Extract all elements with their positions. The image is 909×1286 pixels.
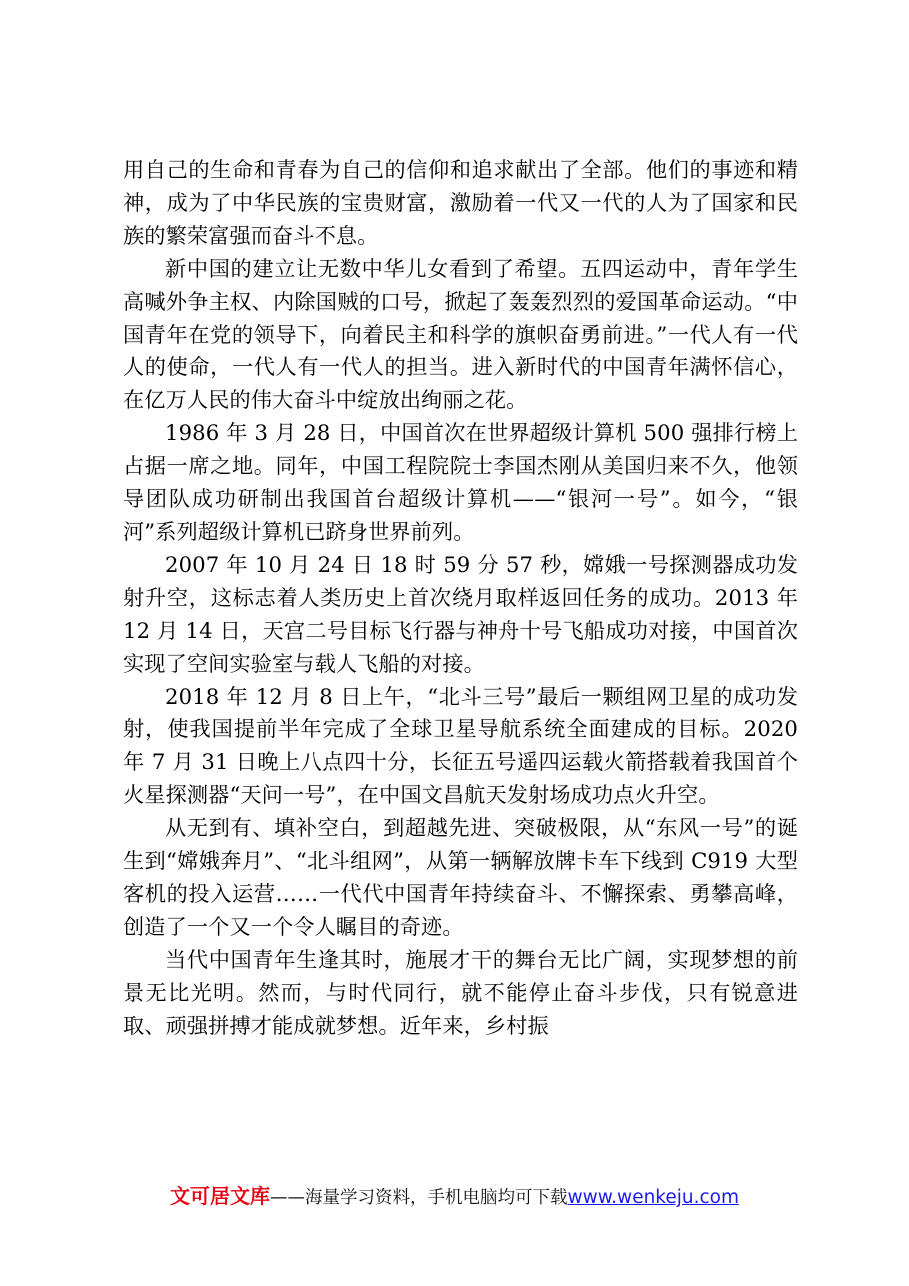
page-footer [0, 1183, 909, 1211]
paragraph-7: 当代中国青年生逢其时，施展才干的舞台无比广阔，实现梦想的前景无比光明。然而，与时代同行，就不能停止奋斗步伐，只有锐意进取、顽强拼搏才能成就梦想。近年来，乡村振 [123, 946, 798, 1038]
paragraph-2: 新中国的建立让无数中华儿女看到了希望。五四运动中，青年学生高喊外争主权、内除国贼的口号，掀起了轰轰烈烈的爱国革命运动。“中国青年在党的领导下，向着民主和科学的旗帜奋勇前进。”一代人有一代人的使命，一代人有一代人的担当。进入新时代的中国青年满怀信心，在亿万人民的伟大奋斗中绽放出绚丽之花。 [123, 255, 798, 413]
paragraph-5: 2018 年 12 月 8 日上午，“北斗三号”最后一颗组网卫星的成功发射，使我国提前半年完成了全球卫星导航系统全面建成的目标。2020 年 7 月 31 日晚上八点四十分，长征五号遥四运载火箭搭载着我国首个火星探测器“天问一号”，在中国文昌航天发射场成功点火升空。 [123, 683, 798, 808]
document-body [123, 154, 798, 1042]
paragraph-4: 2007 年 10 月 24 日 18 时 59 分 57 秒，嫦娥一号探测器成功发射升空，这标志着人类历史上首次绕月取样返回任务的成功。2013 年 12 月 14 日，天宫二号目标飞行器与神舟十号飞船成功对接，中国首次实现了空间实验室与载人飞船的对接。 [123, 551, 798, 676]
footer-tagline: ——海量学习资料，手机电脑均可下载 [269, 1188, 568, 1208]
footer-brand: 文可居文库 [169, 1184, 270, 1208]
paragraph-3: 1986 年 3 月 28 日，中国首次在世界超级计算机 500 强排行榜上占据一席之地。同年，中国工程院院士李国杰刚从美国归来不久，他领导团队成功研制出我国首台超级计算机——“银河一号”。如今，“银河”系列超级计算机已跻身世界前列。 [123, 420, 798, 544]
footer-website-link[interactable]: www.wenkeju.com [567, 1187, 739, 1208]
paragraph-6: 从无到有、填补空白，到超越先进、突破极限，从“东风一号”的诞生到“嫦娥奔月”、“北斗组网”，从第一辆解放牌卡车下线到 C919 大型客机的投入运营……一代代中国青年持续奋斗、不懈探索、勇攀高峰，创造了一个又一个令人瞩目的奇迹。 [123, 815, 798, 939]
paragraph-1: 用自己的生命和青春为自己的信仰和追求献出了全部。他们的事迹和精神，成为了中华民族的宝贵财富，激励着一代又一代的人为了国家和民族的繁荣富强而奋斗不息。 [123, 157, 798, 248]
